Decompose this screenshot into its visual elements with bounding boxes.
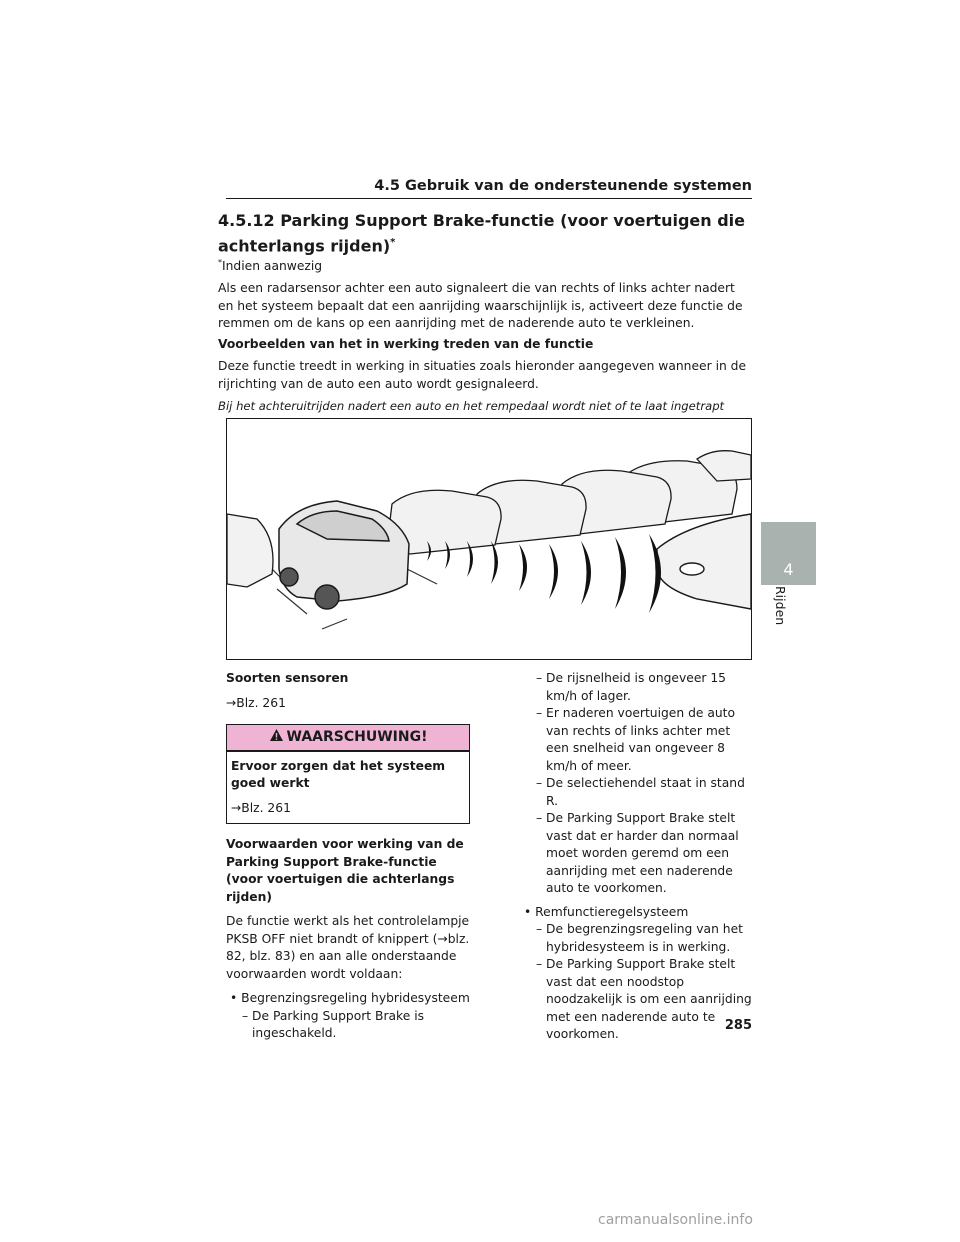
examples-text: Deze functie treedt in werking in situaties zoals hieronder aangegeven wanneer in de rijrichting van de auto een auto wordt gesignaleerd. <box>218 359 747 391</box>
chapter-tab[interactable] <box>761 522 816 585</box>
intro-paragraph: Als een radarsensor achter een auto signaleert die van rechts of links achter nadert en het systeem bepaalt dat een aanrijding waarschijnlijk is, activeert deze functie de remmen om de kans op een aanrijding met de naderende auto te verkleinen. <box>218 281 743 330</box>
list-item: – De selectiehendel staat in stand R. <box>536 776 745 808</box>
warning-header <box>227 725 469 752</box>
running-header: 4.5 Gebruik van de ondersteunende systemen <box>226 178 752 199</box>
section-title-star: * <box>390 237 396 248</box>
section-title <box>218 210 758 257</box>
list-item: – Er naderen voertuigen de auto van rechts of links achter met een snelheid van ongeveer 8 km/h of meer. <box>536 706 736 773</box>
sensors-ref[interactable]: →Blz. 261 <box>226 695 286 710</box>
chapter-number: 4 <box>783 560 794 579</box>
warning-title: Ervoor zorgen dat het systeem goed werkt <box>231 758 446 790</box>
list-item: – De begrenzingsregeling van het hybridesysteem is in werking. <box>536 922 743 954</box>
warning-box <box>226 724 470 824</box>
parking-scene-svg <box>227 419 751 659</box>
watermark: carmanualsonline.info <box>598 1212 753 1228</box>
footnote-star: * <box>218 258 222 267</box>
list-item: – De Parking Support Brake stelt vast dat een noodstop noodzakelijk is om een aanrijding met een naderende auto te voorkomen. <box>536 957 752 1041</box>
section-title-text: 4.5.12 Parking Support Brake-functie (voor voertuigen die achterlangs rijden) <box>218 211 745 256</box>
warning-body <box>227 752 469 824</box>
figure-caption: Bij het achteruitrijden nadert een auto en het rempedaal wordt niet of te laat ingetrapt <box>218 399 725 413</box>
list-item: – De rijsnelheid is ongeveer 15 km/h of lager. <box>536 671 727 703</box>
left-column <box>226 670 474 1043</box>
chapter-label: Rijden <box>773 586 788 626</box>
bullet-brake-control: • Remfunctieregelsysteem <box>524 904 689 919</box>
warning-label: WAARSCHUWING! <box>286 729 428 745</box>
warning-triangle-icon <box>269 728 284 748</box>
chapter-label-wrap <box>760 586 788 656</box>
conditions-text: De functie werkt als het controlelampje PKSB OFF niet brandt of knippert (→blz. 82, blz. 83) en aan alle onderstaande voorwaarden wordt voldaan: <box>226 914 470 981</box>
bullet-hybrid-control: • Begrenzingsregeling hybridesysteem <box>230 991 470 1005</box>
warning-ref[interactable]: →Blz. 261 <box>231 800 291 815</box>
footnote <box>218 254 752 276</box>
conditions-heading: Voorwaarden voor werking van de Parking Support Brake-functie (voor voertuigen die achterlangs rijden) <box>226 837 464 904</box>
right-column <box>520 670 756 1044</box>
footnote-text: Indien aanwezig <box>222 259 323 274</box>
examples-heading: Voorbeelden van het in werking treden van de functie <box>218 337 594 351</box>
list-item: – De Parking Support Brake stelt vast dat er harder dan normaal moet worden geremd om een aanrijding met een naderende auto te voorkomen. <box>536 811 739 895</box>
list-item: – De Parking Support Brake is ingeschakeld. <box>242 1008 425 1040</box>
parking-illustration <box>226 418 752 660</box>
sensors-heading: Soorten sensoren <box>226 671 349 685</box>
page-number: 285 <box>724 1018 752 1033</box>
